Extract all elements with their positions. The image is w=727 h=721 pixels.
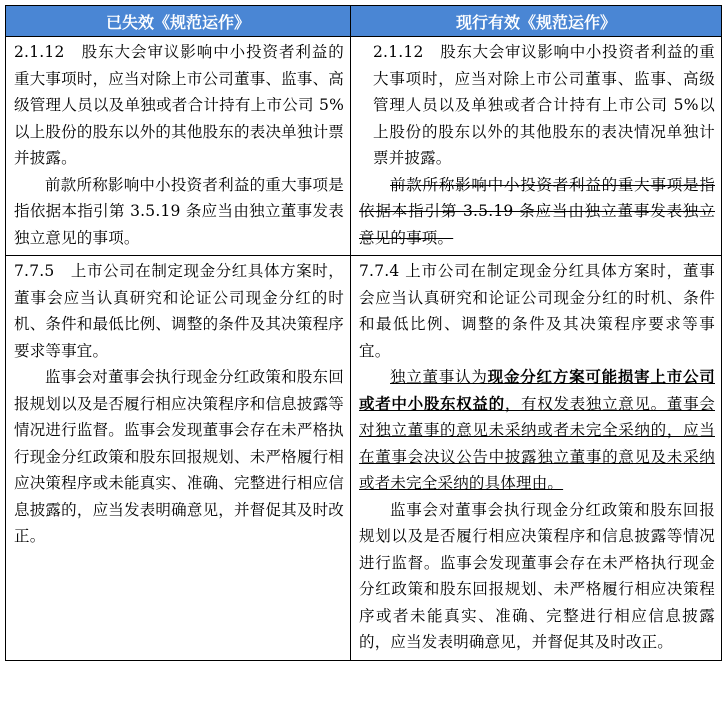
paragraph-text: 前款所称影响中小投资者利益的重大事项是指依据本指引第 3.5.19 条应当由独立董事发表独立意见的事项。: [14, 175, 344, 247]
paragraph-text: 2.1.12 股东大会审议影响中小投资者利益的重大事项时，应当对除上市公司董事、监事、高级管理人员以及单独或者合计持有上市公司 5%以上股份的股东以外的其他股东的表决情况单独计票并披露。: [373, 43, 715, 167]
comparison-table: [5, 5, 722, 661]
paragraph-text: 监事会对董事会执行现金分红政策和股东回报规划以及是否履行相应决策程序和信息披露等情况进行监督。监事会发现董事会存在未严格执行现金分红政策和股东回报规划、未严格履行相应决策程序或者未能真实、准确、完整进行相应信息披露的，应当发表明确意见，并督促其及时改正。: [359, 500, 715, 651]
cell-left-2-1-12: [6, 37, 351, 256]
paragraph-text: 7.7.4 上市公司在制定现金分红具体方案时，董事会应当认真研究和论证公司现金分红的时机、条件和最低比例、调整的条件及其决策程序要求等事宜。: [359, 262, 715, 360]
paragraph-text: 7.7.5 上市公司在制定现金分红具体方案时，董事会应当认真研究和论证公司现金分红的时机、条件和最低比例、调整的条件及其决策程序要求等事宜。: [14, 262, 344, 360]
header-right: 现行有效《规范运作》: [351, 6, 722, 37]
paragraph-text: 2.1.12 股东大会审议影响中小投资者利益的重大事项时，应当对除上市公司董事、监事、高级管理人员以及单独或者合计持有上市公司 5%以上股份的股东以外的其他股东的表决单独计票并披露。: [14, 43, 344, 167]
cell-right-2-1-12: [351, 37, 722, 256]
added-text: 独立董事认为: [390, 368, 488, 386]
cell-left-7-7-5: [6, 256, 351, 661]
header-row: [6, 6, 722, 37]
deleted-paragraph: 前款所称影响中小投资者利益的重大事项是指依据本指引第 3.5.19 条应当由独立董事发表独立意见的事项。: [359, 175, 715, 247]
table-row: [6, 256, 722, 661]
added-paragraph: [359, 364, 715, 497]
header-left: 已失效《规范运作》: [6, 6, 351, 37]
added-text: ，有权发表独立意见。董事会对独立董事的意见未采纳或者未完全采纳的，应当在董事会决议公告中披露独立董事的意见及未采纳或者未完全采纳的具体理由。: [359, 394, 715, 492]
table-row: [6, 37, 722, 256]
cell-right-7-7-4: [351, 256, 722, 661]
paragraph-text: 监事会对董事会执行现金分红政策和股东回报规划以及是否履行相应决策程序和信息披露等情况进行监督。监事会发现董事会存在未严格执行现金分红政策和股东回报规划、未严格履行相应决策程序或未能真实、准确、完整进行相应信息披露的，应当发表明确意见，并督促其及时改正。: [14, 368, 344, 545]
added-bold-text: 现金分红方案可能损害上市公司或者中小股东权益的: [359, 367, 715, 413]
